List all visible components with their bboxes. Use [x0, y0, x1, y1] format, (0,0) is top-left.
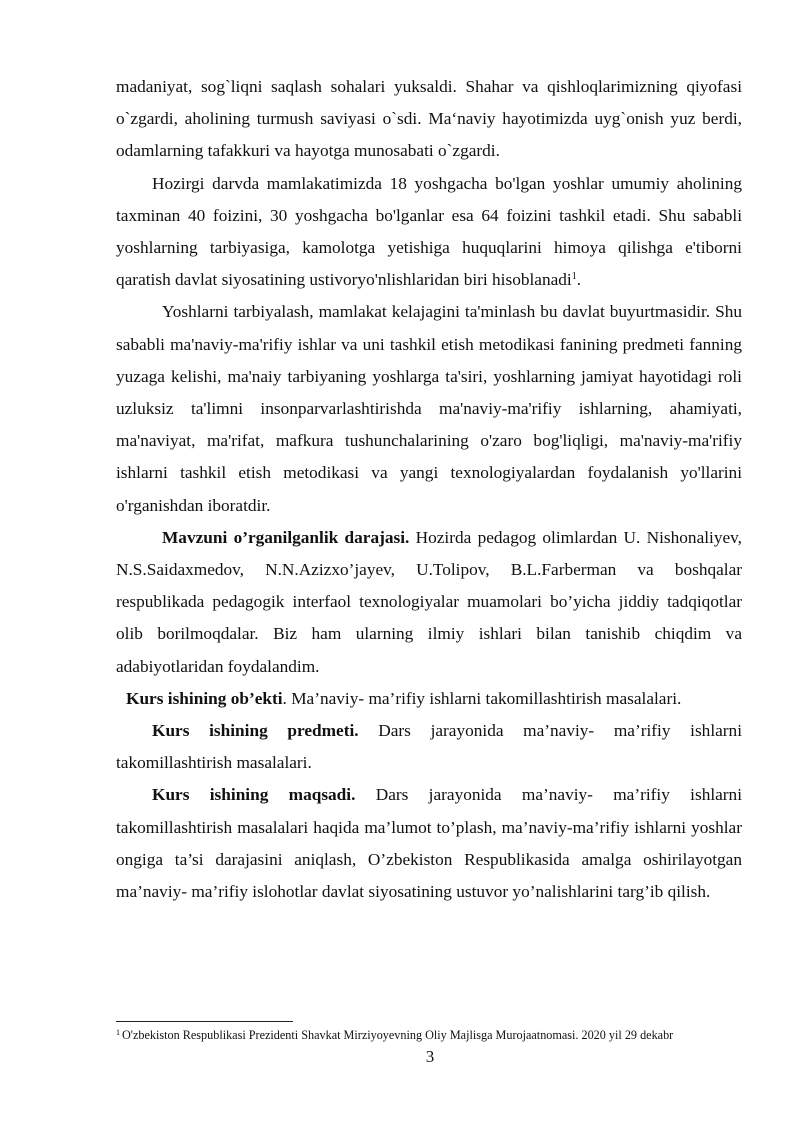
page-number: 3	[425, 1047, 435, 1066]
section-heading-goal: Kurs ishining maqsadi.	[152, 785, 356, 805]
paragraph-2-end: .	[576, 270, 582, 290]
paragraph-2-text: Hozirgi darvda mamlakatimizda 18 yoshgacha bo'lgan yoshlar umumiy aholining taxminan 40 foizini, 30 yoshgacha bo'lganlar esa 64 foizini tashkil etadi. Shu sababli yoshlarning tarbiyasiga, kamolotga yetishiga huquqlarini himoya qilishga e'tiborni qaratish davlat siyosatining ustivoryo'nlishlaridan biri hisoblanadi	[116, 173, 742, 290]
footnote-separator	[116, 1021, 293, 1022]
paragraph-7	[116, 779, 742, 908]
paragraph-3: Yoshlarni tarbiyalash, mamlakat kelajagini ta'minlash bu davlat buyurtmasidir. Shu sababli ma'naviy-ma'rifiy ishlar va uni tashkil etish metodikasi fanining predmeti fanning yuzaga kelishi, ma'naiy tarbiyaning yoshlarga ta'siri, yoshlarning jamiyat hayotidagi roli uzluksiz ta'limni insonparvarlashtirishda ma'naviy-ma'rifiy ishlarning, ahamiyati, ma'naviyat, ma'rifat, mafkura tushunchalarining o'zaro bog'liqligi, ma'naviy-ma'rifiy ishlarni tashkil etish metodikasi va yangi texnologiyalardan foydalanish yo'llarini o'rganishdan iboratdir.	[116, 302, 742, 515]
paragraph-2	[116, 168, 742, 297]
footnote-reference[interactable]: 1	[571, 271, 577, 283]
footnote-number: 1	[116, 1028, 120, 1037]
paragraph-5	[116, 683, 742, 715]
paragraph-6	[116, 715, 742, 779]
section-heading-study-level: Mavzuni o’rganilganlik darajasi.	[162, 527, 410, 547]
body-text	[116, 71, 742, 908]
paragraph-1: madaniyat, sog`liqni saqlash sohalari yuksaldi. Shahar va qishloqlarimizning qiyofasi o`zgardi, aholining turmush saviyasi o`sdi. Ma‘naviy hayotimizda uyg`onish yuz berdi, odamlarning tafakkuri va hayotga munosabati o`zgardi.	[116, 77, 742, 161]
footnote-text: O'zbekiston Respublikasi Prezidenti Shavkat Mirziyoyevning Oliy Majlisga Murojaatnomasi. 2020 yil 29 dekabr	[122, 1028, 674, 1042]
paragraph-5-text: . Ma’naviy- ma’rifiy ishlarni takomillashtirish masalalari.	[282, 688, 682, 708]
section-heading-subject: Kurs ishining predmeti.	[152, 721, 359, 741]
paragraph-4-text: Hozirda pedagog olimlardan U. Nishonaliyev, N.S.Saidaxmedov, N.N.Azizxo’jayev, U.Tolipov, B.L.Farberman va boshqalar respublikada pedagogik interfaol texnologiyalar muamolari bo’yicha jiddiy tadqiqotlar olib borilmoqdalar. Biz ham ularning ilmiy ishlari bilan tanishib chiqdim va adabiyotlaridan foydalandim.	[116, 527, 742, 676]
section-heading-object: Kurs ishining ob’ekti	[126, 688, 283, 708]
footnote	[116, 1028, 756, 1043]
paragraph-6-text: Dars jarayonida ma’naviy- ma’rifiy ishlarni takomillashtirish masalalari.	[116, 721, 742, 773]
paragraph-7-text: Dars jarayonida ma’naviy- ma’rifiy ishlarni takomillashtirish masalalari haqida ma’lumot to’plash, ma’naviy-ma’rifiy ishlarni yoshlar ongiga ta’si darajasini aniqlash, O’zbekiston Respublikasida amalga oshirilayotgan ma’naviy- ma’rifiy islohotlar davlat siyosatining ustuvor yo’nalishlarini targ’ib qilish.	[116, 785, 742, 902]
paragraph-4	[116, 522, 742, 683]
